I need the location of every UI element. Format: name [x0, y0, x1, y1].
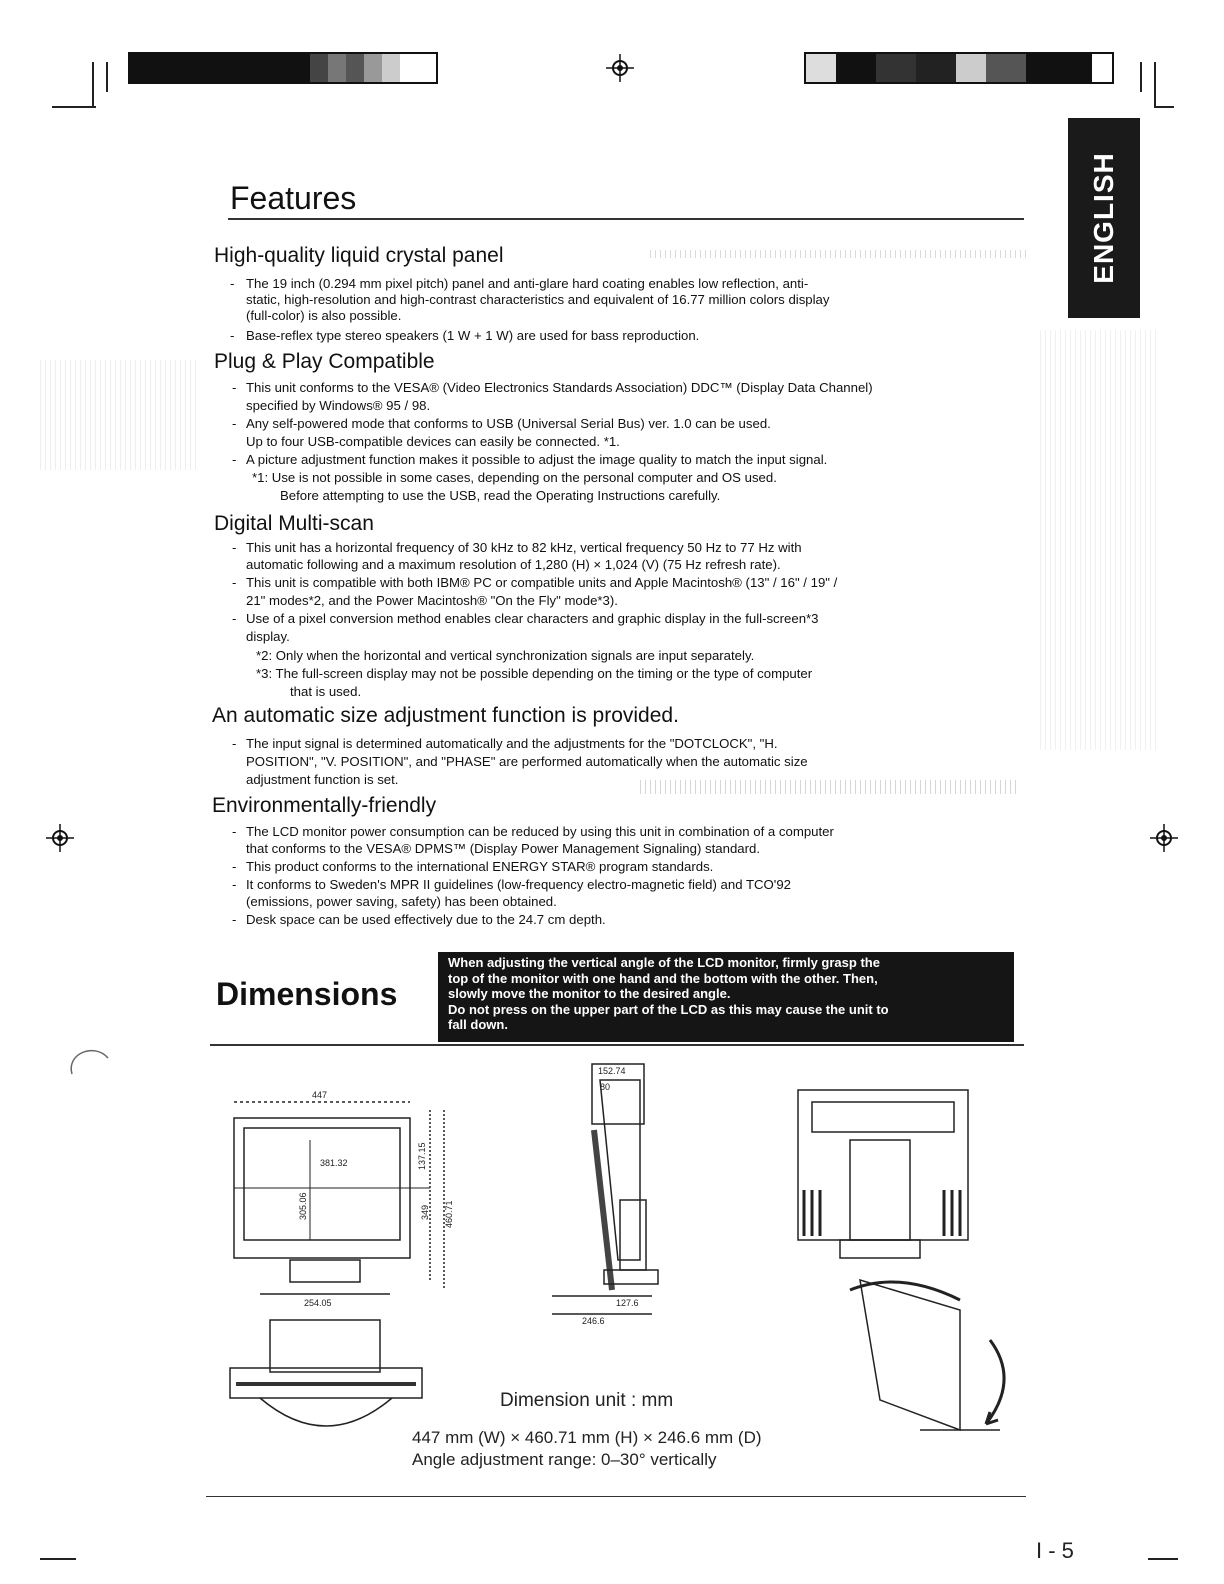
bullet: - [232, 611, 237, 626]
section-heading: An automatic size adjustment function is provided. [212, 704, 679, 727]
bullet: - [230, 276, 235, 291]
registration-crosshair-icon [46, 824, 74, 852]
punch-hole-icon [64, 1044, 114, 1080]
body-text: (emissions, power saving, safety) has been obtained. [246, 894, 557, 909]
label-246: 246.6 [582, 1316, 605, 1326]
bullet: - [232, 575, 237, 590]
body-text: This unit has a horizontal frequency of 30 kHz to 82 kHz, vertical frequency 50 Hz to 77 Hz with [246, 540, 802, 555]
label-137: 137.15 [417, 1142, 427, 1170]
angle-range-label: Angle adjustment range: 0–30° vertically [412, 1450, 717, 1469]
section-heading: Digital Multi-scan [214, 512, 374, 535]
body-text: that conforms to the VESA® DPMS™ (Display Power Management Signaling) standard. [246, 841, 761, 856]
body-text: Base-reflex type stereo speakers (1 W + 1 W) are used for bass reproduction. [246, 328, 700, 343]
body-text: The 19 inch (0.294 mm pixel pitch) panel and anti-glare hard coating enables low reflection, anti- [246, 276, 809, 291]
body-text: adjustment function is set. [246, 772, 399, 787]
label-381: 381.32 [320, 1158, 348, 1168]
title-rule [228, 218, 1024, 220]
crop-mark [92, 62, 94, 108]
body-text: The input signal is determined automatically and the adjustments for the "DOTCLOCK", "H. [246, 736, 778, 751]
bottom-rule [206, 1496, 1026, 1497]
bullet: - [232, 416, 237, 431]
label-254: 254.05 [304, 1298, 332, 1308]
front-view [234, 1102, 444, 1294]
caution-line: Do not press on the upper part of the LCD as this may cause the unit to [448, 1001, 889, 1017]
label-447: 447 [312, 1090, 328, 1100]
crop-mark [1148, 1558, 1178, 1560]
label-80: 80 [600, 1082, 611, 1092]
crop-mark [52, 106, 96, 108]
body-text: Desk space can be used effectively due to the 24.7 cm depth. [246, 912, 606, 927]
scan-noise [650, 250, 1030, 258]
body-text: A picture adjustment function makes it possible to adjust the image quality to match the input signal. [246, 452, 828, 467]
body-text: automatic following and a maximum resolution of 1,280 (H) × 1,024 (V) (75 Hz refresh rate). [246, 557, 781, 572]
dimensions-title: Dimensions [216, 976, 398, 1012]
bullet: - [232, 824, 237, 839]
footnote-text: *2: Only when the horizontal and vertical synchronization signals are input separately. [256, 648, 755, 663]
body-text: 21" modes*2, and the Power Macintosh® "On the Fly" mode*3). [246, 593, 618, 608]
body-text: (full-color) is also possible. [246, 308, 402, 323]
body-text: Up to four USB-compatible devices can easily be connected. *1. [246, 434, 620, 449]
section-heading: Plug & Play Compatible [214, 350, 435, 373]
scan-noise [640, 780, 1020, 794]
dimension-unit-label: Dimension unit : mm [500, 1390, 674, 1411]
label-152: 152.74 [598, 1066, 626, 1076]
label-460: 460.71 [444, 1200, 454, 1228]
bullet: - [232, 380, 237, 395]
scan-noise [40, 360, 200, 470]
body-text: display. [246, 629, 290, 644]
registration-crosshair-icon [1150, 824, 1178, 852]
body-text: POSITION", "V. POSITION", and "PHASE" are performed automatically when the automatic size [246, 754, 808, 769]
section-heading: Environmentally-friendly [212, 794, 437, 817]
tilt-illustration [850, 1280, 1004, 1430]
section-heading: High-quality liquid crystal panel [214, 244, 504, 267]
registration-bar-right [804, 52, 1114, 84]
footnote-text: Before attempting to use the USB, read the Operating Instructions carefully. [280, 488, 721, 503]
body-text: This product conforms to the international ENERGY STAR® program standards. [246, 859, 714, 874]
scan-noise [1040, 330, 1160, 750]
body-text: This unit is compatible with both IBM® PC or compatible units and Apple Macintosh® (13" / 16" / 19" / [246, 575, 838, 590]
bullet: - [232, 540, 237, 555]
bullet: - [232, 736, 237, 751]
bullet: - [232, 912, 237, 927]
caution-line: fall down. [448, 1017, 508, 1032]
body-text: specified by Windows® 95 / 98. [246, 398, 431, 413]
label-127: 127.6 [616, 1298, 639, 1308]
top-view [230, 1320, 422, 1426]
bullet: - [230, 328, 235, 343]
registration-bar-left [128, 52, 438, 84]
label-305: 305.06 [298, 1192, 308, 1220]
dimension-size-label: 447 mm (W) × 460.71 mm (H) × 246.6 mm (D) [412, 1428, 762, 1447]
body-text: This unit conforms to the VESA® (Video Electronics Standards Association) DDC™ (Display Data Channel) [246, 380, 873, 395]
crop-mark [106, 62, 108, 92]
crop-mark [1154, 106, 1174, 108]
body-text: Any self-powered mode that conforms to USB (Universal Serial Bus) ver. 1.0 can be used. [246, 416, 771, 431]
page-title: Features [230, 180, 357, 216]
language-tab-label: ENGLISH [1088, 152, 1119, 284]
body-text: It conforms to Sweden's MPR II guidelines (low-frequency electro-magnetic field) and TCO'92 [246, 877, 791, 892]
footnote-text: *1: Use is not possible in some cases, depending on the personal computer and OS used. [252, 470, 777, 485]
crop-mark [1140, 62, 1142, 92]
crop-mark [40, 1558, 76, 1560]
page-number: I - 5 [1036, 1538, 1074, 1563]
caution-line: top of the monitor with one hand and the bottom with the other. Then, [448, 970, 878, 986]
crop-mark [1154, 62, 1156, 108]
registration-crosshair-icon [606, 54, 634, 82]
caution-note [438, 952, 1014, 1042]
bullet: - [232, 452, 237, 467]
rear-view [798, 1090, 968, 1258]
dimension-drawing [200, 1050, 1030, 1490]
body-text: Use of a pixel conversion method enables clear characters and graphic display in the full-screen*3 [246, 611, 819, 626]
label-349: 349 [420, 1204, 430, 1220]
body-text: static, high-resolution and high-contrast characteristics and equivalent of 16.77 million colors display [246, 292, 830, 307]
footnote-text: *3: The full-screen display may not be possible depending on the timing or the type of computer [256, 666, 813, 681]
side-view [552, 1064, 658, 1314]
dimensions-rule [210, 1044, 1024, 1046]
footnote-text: that is used. [290, 684, 362, 699]
language-tab [1068, 118, 1140, 318]
caution-line: slowly move the monitor to the desired angle. [448, 986, 731, 1001]
body-text: The LCD monitor power consumption can be reduced by using this unit in combination of a computer [246, 824, 834, 839]
bullet: - [232, 859, 237, 874]
caution-line: When adjusting the vertical angle of the LCD monitor, firmly grasp the [448, 955, 880, 970]
bullet: - [232, 877, 237, 892]
